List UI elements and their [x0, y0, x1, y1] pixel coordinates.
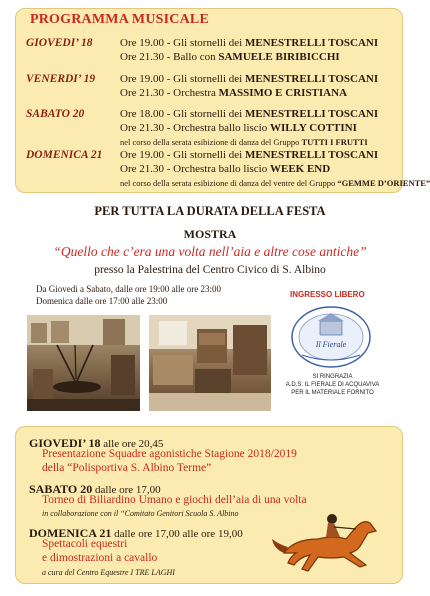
- event-title: della “Polisportiva S. Albino Terme”: [42, 462, 212, 474]
- program-note: nel corso della serata esibizione di danza del ventre del Gruppo “GEMME D’ORIENTE”: [120, 178, 430, 188]
- program-line: Ore 21.30 - Ballo con SAMUELE BIRIBICCHI: [120, 51, 340, 63]
- free-entry-label: INGRESSO LIBERO: [290, 290, 365, 299]
- svg-text:Il Fierale: Il Fierale: [315, 340, 347, 349]
- fierale-seal-logo: [290, 305, 372, 369]
- program-line: Ore 21.30 - Orchestra MASSIMO E CRISTIANA: [120, 87, 348, 99]
- event-header: SABATO 20 dalle ore 17,00: [29, 482, 161, 496]
- program-note: nel corso della serata esibizione di danza del Gruppo TUTTI I FRUTTI: [120, 137, 368, 147]
- thanks-line: SI RINGRAZIA: [312, 374, 353, 380]
- program-title: PROGRAMMA MUSICALE: [30, 12, 209, 27]
- event-header: DOMENICA 21 dalle ore 17,00 alle ore 19,00: [29, 526, 243, 540]
- durata-heading: PER TUTTA LA DURATA DELLA FESTA: [94, 204, 326, 218]
- music-program-panel: [15, 8, 430, 193]
- event-title: Torneo di Biliardino Umano e giochi dell’aia di una volta: [42, 494, 307, 506]
- program-line: Ore 19.00 - Gli stornelli dei MENESTRELLI TOSCANI: [120, 149, 379, 161]
- event-title: e dimostrazioni a cavallo: [42, 552, 158, 564]
- program-line: Ore 18.00 - Gli stornelli dei MENESTRELLI TOSCANI: [120, 108, 379, 120]
- day-name: DOMENICA 21: [26, 149, 103, 161]
- program-line: Ore 21.30 - Orchestra ballo liscio WILLY COTTINI: [120, 122, 357, 134]
- mostra-schedule-line: Domenica dalle ore 17:00 alle 23:00: [36, 296, 168, 306]
- mostra-label: MOSTRA: [183, 227, 237, 241]
- thanks-line: PER IL MATERIALE FORNITO: [291, 390, 374, 396]
- day-name: VENERDI’ 19: [26, 73, 96, 85]
- thanks-line: A.D.S. IL FIERALE DI ACQUAVIVA: [285, 382, 380, 388]
- exhibition-photo: [149, 315, 271, 411]
- mostra-place: presso la Palestrina del Centro Civico di S. Albino: [94, 264, 326, 276]
- event-title: Spettacoli equestri: [42, 538, 128, 550]
- program-line: Ore 21.30 - Orchestra ballo liscio WEEK END: [120, 163, 331, 175]
- event-title: Presentazione Squadre agonistiche Stagione 2018/2019: [42, 448, 297, 460]
- horse-rider-icon: [270, 509, 390, 581]
- event-note: a cura del Centro Equestre I TRE LAGHI: [42, 568, 175, 577]
- exhibition-photo: [27, 315, 140, 411]
- event-note: in collaborazione con il “Comitato Genitori Scuola S. Albino: [42, 509, 239, 518]
- mostra-title: “Quello che c’era una volta nell’aia e altre cose antiche”: [53, 244, 367, 259]
- day-name: GIOVEDI’ 18: [26, 37, 93, 49]
- mostra-schedule-line: Da Giovedì a Sabato, dalle ore 19:00 alle ore 23:00: [36, 284, 221, 294]
- program-line: Ore 19.00 - Gli stornelli dei MENESTRELLI TOSCANI: [120, 37, 379, 49]
- program-line: Ore 19.00 - Gli stornelli dei MENESTRELLI TOSCANI: [120, 73, 379, 85]
- day-name: SABATO 20: [26, 108, 85, 120]
- event-header: GIOVEDI’ 18 alle ore 20,45: [29, 436, 164, 450]
